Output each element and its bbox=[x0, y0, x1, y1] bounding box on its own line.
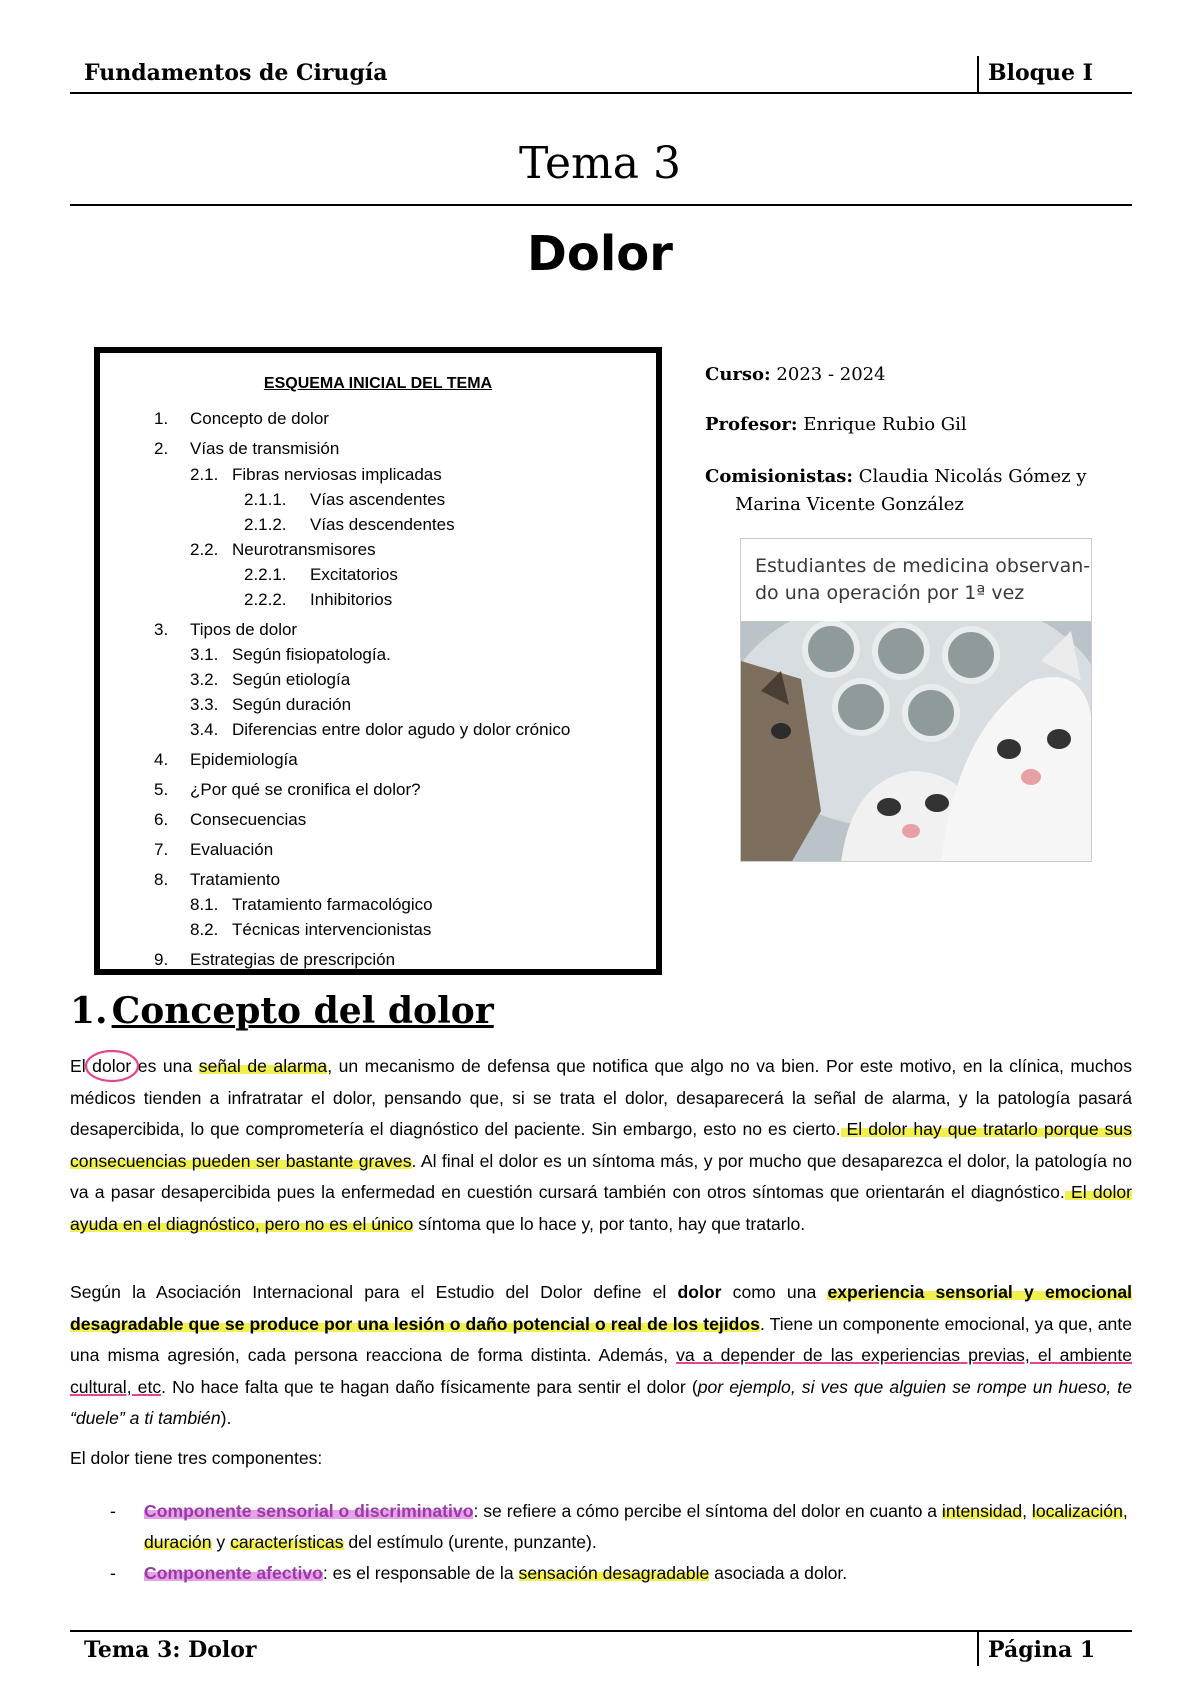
toc-item: 3.2. Según etiología bbox=[190, 670, 351, 689]
toc-item: 3.1. Según fisiopatología. bbox=[190, 645, 391, 664]
tema-title: Tema 3 bbox=[519, 138, 681, 189]
toc-item: 2.2. Neurotransmisores bbox=[190, 540, 376, 559]
footer-rule bbox=[70, 1630, 1132, 1632]
profesor-line: Profesor: Enrique Rubio Gil bbox=[705, 414, 967, 435]
toc-item: 8.2. Técnicas intervencionistas bbox=[190, 920, 432, 939]
toc-item: 3.4. Diferencias entre dolor agudo y dolor crónico bbox=[190, 720, 571, 739]
meme-image bbox=[740, 538, 1092, 862]
toc-item: 2.2.1. Excitatorios bbox=[244, 565, 398, 584]
toc-heading: ESQUEMA INICIAL DEL TEMA bbox=[263, 375, 493, 392]
list-item: - Componente sensorial o discriminativo: se refiere a cómo percibe el síntoma del dolor en cuanto a intensidad, localización, duración y características del estímulo (urente, punzante). bbox=[110, 1501, 1128, 1552]
paragraph: Según la Asociación Internacional para el Estudio del Dolor define el dolor como una experiencia sensorial y emocional desagradable que se produce por una lesión o daño potencial o real de los tejidos. Tiene un componente emocional, ya que, ante una misma agresión, cada persona reacciona de forma distinta. Además, va a depender de las experiencias previas, el ambiente cultural, etc. No hace falta que te hagan daño físicamente para sentir el dolor (por ejemplo, si ves que alguien se rompe un hueso, te “duele” a ti también). bbox=[70, 1282, 1132, 1428]
section-heading: 1. Concepto del dolor bbox=[70, 990, 494, 1032]
cats-photo bbox=[741, 621, 1092, 862]
comisionistas-line: Comisionistas: Claudia Nicolás Gómez y bbox=[705, 466, 1087, 487]
header-rule bbox=[70, 92, 1132, 94]
header-separator bbox=[977, 56, 979, 92]
toc-item: 7. Evaluación bbox=[154, 840, 274, 859]
toc-item: 2.1. Fibras nerviosas implicadas bbox=[190, 465, 442, 484]
header-block: Bloque I bbox=[988, 60, 1093, 86]
toc-item: 1. Concepto de dolor bbox=[154, 409, 329, 428]
circle-annotation-icon bbox=[84, 1049, 140, 1083]
toc-item: 8.1. Tratamiento farmacológico bbox=[190, 895, 433, 914]
paragraph: El dolor tiene tres componentes: bbox=[70, 1448, 323, 1468]
toc-item: 2.2.2. Inhibitorios bbox=[244, 590, 393, 609]
toc-item: 2.1.1. Vías ascendentes bbox=[244, 490, 446, 509]
toc-box bbox=[94, 347, 662, 975]
page-number: Página 1 bbox=[988, 1637, 1096, 1663]
meme-caption: Estudiantes de medicina observan- do una operación por 1ª vez bbox=[755, 555, 1091, 604]
header-title: Fundamentos de Cirugía bbox=[84, 60, 388, 86]
toc-item: 9. Estrategias de prescripción bbox=[154, 950, 396, 969]
toc-item: 6. Consecuencias bbox=[154, 810, 307, 829]
toc-item: 8. Tratamiento bbox=[154, 870, 281, 889]
toc-item: 3. Tipos de dolor bbox=[154, 620, 298, 639]
list-item: - Componente afectivo: es el responsable de la sensación desagradable asociada a dolor. bbox=[110, 1563, 848, 1583]
footer-title: Tema 3: Dolor bbox=[84, 1637, 257, 1663]
toc-item: 3.3. Según duración bbox=[190, 695, 352, 714]
paragraph: El dolor es una señal de alarma, un mecanismo de defensa que notifica que algo no va bien. Por este motivo, en la clínica, muchos médicos tienden a infratratar el dolor, pensando que, si se trata el dolor, desaparecerá la señal de alarma, y la patología pasará desapercibida, lo que comprometería el diagnóstico del paciente. Sin embargo, esto no es cierto. El dolor hay que tratarlo porque sus consecuencias pueden ser bastante graves. Al final el dolor es un síntoma más, y por mucho que desaparezca el dolor, la patología no va a pasar desapercibida pues la enfermedad en cuestión cursará también con otros síntomas que orientarán el diagnóstico. El dolor ayuda en el diagnóstico, pero no es el único síntoma que lo hace y, por tanto, hay que tratarlo. bbox=[70, 1051, 1132, 1240]
toc-item: 5. ¿Por qué se cronifica el dolor? bbox=[154, 780, 421, 799]
footer-separator bbox=[977, 1632, 979, 1666]
dolor-circled: dolor bbox=[92, 1051, 131, 1083]
toc-item: 2. Vías de transmisión bbox=[154, 439, 340, 458]
page-title: Dolor bbox=[527, 226, 673, 282]
title-rule bbox=[70, 204, 1132, 206]
comisionistas-line-2: Marina Vicente González bbox=[735, 494, 964, 515]
toc-item: 4. Epidemiología bbox=[154, 750, 298, 769]
curso-line: Curso: 2023 - 2024 bbox=[705, 364, 886, 385]
components-list bbox=[70, 1496, 1132, 1589]
toc-item: 2.1.2. Vías descendentes bbox=[244, 515, 455, 534]
